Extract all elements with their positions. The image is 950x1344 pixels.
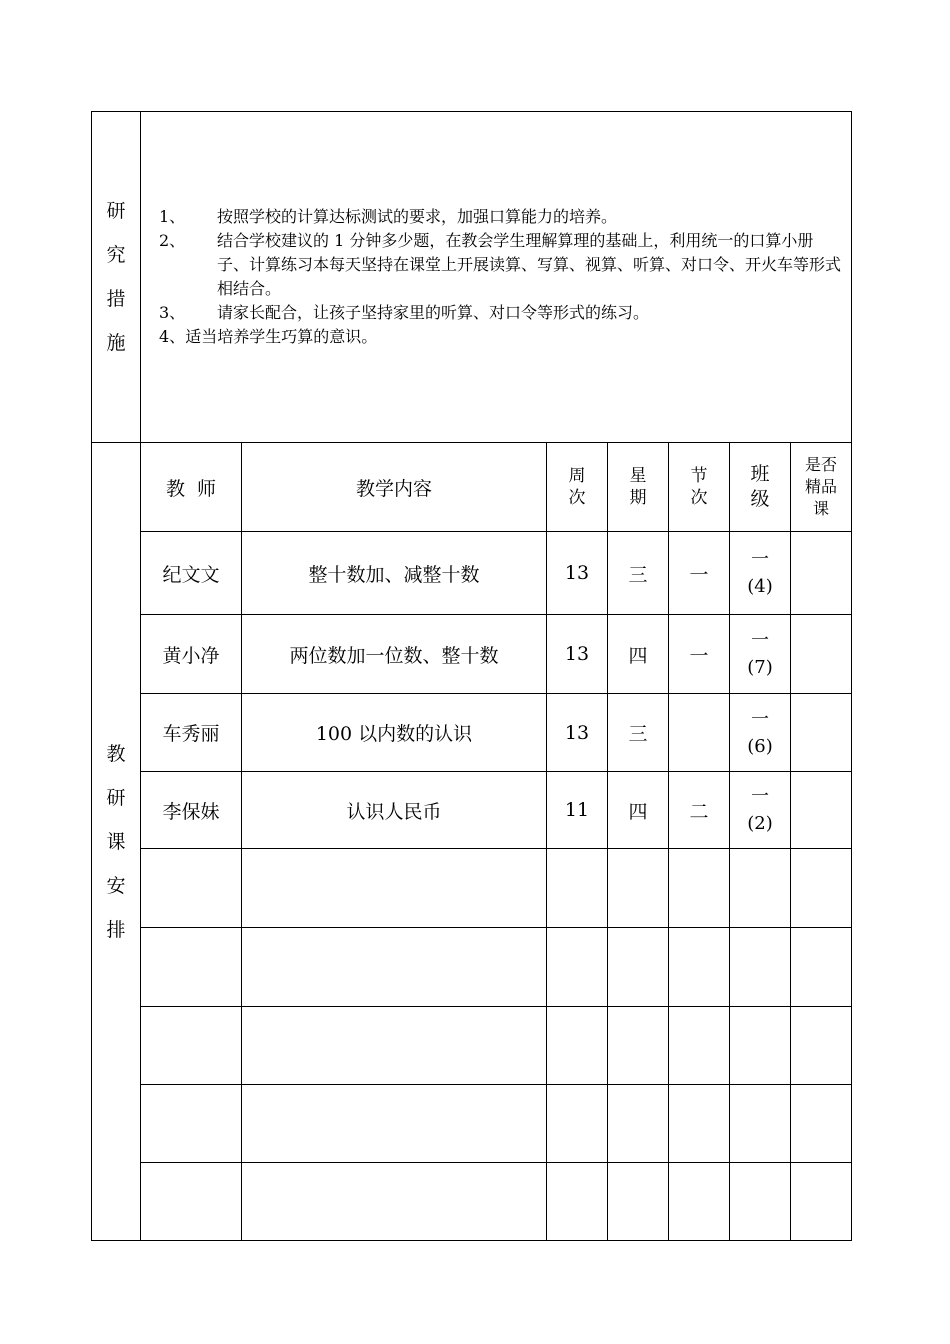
quality-cell — [791, 928, 852, 1007]
weekday-cell: 四 — [608, 615, 669, 694]
week-cell: 13 — [547, 694, 608, 772]
period-cell: 一 — [669, 532, 730, 615]
teacher-cell — [141, 928, 242, 1007]
class-cell — [730, 1085, 791, 1163]
period-cell — [669, 849, 730, 928]
class-cell: 一 (6) — [730, 694, 791, 772]
header-week: 周 次 — [547, 443, 608, 532]
quality-cell — [791, 1163, 852, 1241]
research-measures-content — [141, 112, 852, 443]
table-row — [92, 928, 852, 1007]
content-cell — [242, 1163, 547, 1241]
weekday-cell — [608, 1085, 669, 1163]
quality-cell — [791, 1007, 852, 1085]
period-cell — [669, 694, 730, 772]
period-cell: 二 — [669, 772, 730, 849]
quality-cell — [791, 615, 852, 694]
period-cell — [669, 1007, 730, 1085]
teacher-cell — [141, 1163, 242, 1241]
header-weekday: 星 期 — [608, 443, 669, 532]
weekday-cell — [608, 1007, 669, 1085]
header-content: 教学内容 — [242, 443, 547, 532]
content-cell: 两位数加一位数、整十数 — [242, 615, 547, 694]
table-row — [92, 849, 852, 928]
content-cell — [242, 849, 547, 928]
schedule-label: 教 研 课 安 排 — [92, 443, 141, 1241]
teacher-cell: 黄小净 — [141, 615, 242, 694]
class-cell — [730, 1007, 791, 1085]
research-measures-label: 研 究 措 施 — [92, 112, 141, 443]
content-cell — [242, 928, 547, 1007]
header-period: 节 次 — [669, 443, 730, 532]
table-row — [92, 532, 852, 615]
table-row — [92, 1163, 852, 1241]
table-row — [92, 1007, 852, 1085]
research-plan-table — [91, 111, 852, 1241]
weekday-cell: 三 — [608, 532, 669, 615]
week-cell: 11 — [547, 772, 608, 849]
quality-cell — [791, 849, 852, 928]
weekday-cell — [608, 928, 669, 1007]
class-cell — [730, 1163, 791, 1241]
teacher-cell: 车秀丽 — [141, 694, 242, 772]
header-quality: 是否 精品 课 — [791, 443, 852, 532]
teacher-cell: 纪文文 — [141, 532, 242, 615]
measure-item: 1、 按照学校的计算达标测试的要求，加强口算能力的培养。 — [159, 207, 618, 226]
period-cell — [669, 1085, 730, 1163]
weekday-cell: 三 — [608, 694, 669, 772]
period-cell — [669, 1163, 730, 1241]
class-cell: 一 (2) — [730, 772, 791, 849]
table-row — [92, 694, 852, 772]
class-cell — [730, 849, 791, 928]
weekday-cell: 四 — [608, 772, 669, 849]
week-cell: 13 — [547, 615, 608, 694]
content-cell: 认识人民币 — [242, 772, 547, 849]
class-cell: 一 (4) — [730, 532, 791, 615]
week-cell — [547, 1085, 608, 1163]
table-row — [92, 1085, 852, 1163]
header-teacher: 教 师 — [141, 443, 242, 532]
content-cell — [242, 1007, 547, 1085]
table-row — [92, 615, 852, 694]
content-cell: 100 以内数的认识 — [242, 694, 547, 772]
quality-cell — [791, 1085, 852, 1163]
quality-cell — [791, 694, 852, 772]
weekday-cell — [608, 849, 669, 928]
period-cell — [669, 928, 730, 1007]
week-cell — [547, 849, 608, 928]
class-cell: 一 (7) — [730, 615, 791, 694]
teacher-cell: 李保妹 — [141, 772, 242, 849]
quality-cell — [791, 772, 852, 849]
header-class: 班 级 — [730, 443, 791, 532]
measure-item: 2、 结合学校建议的 1 分钟多少题，在教会学生理解算理的基础上，利用统一的口算小册子、计算练习本每天坚持在课堂上开展读算、写算、视算、听算、对口令、开火车等形式相结合。 — [159, 231, 842, 298]
weekday-cell — [608, 1163, 669, 1241]
quality-cell — [791, 532, 852, 615]
table-row — [92, 772, 852, 849]
week-cell — [547, 1163, 608, 1241]
teacher-cell — [141, 1085, 242, 1163]
measure-item: 3、 请家长配合，让孩子坚持家里的听算、对口令等形式的练习。 — [159, 303, 650, 322]
week-cell: 13 — [547, 532, 608, 615]
teacher-cell — [141, 849, 242, 928]
class-cell — [730, 928, 791, 1007]
week-cell — [547, 928, 608, 1007]
week-cell — [547, 1007, 608, 1085]
content-cell: 整十数加、减整十数 — [242, 532, 547, 615]
content-cell — [242, 1085, 547, 1163]
measure-item: 4、 适当培养学生巧算的意识。 — [159, 327, 378, 346]
teacher-cell — [141, 1007, 242, 1085]
period-cell: 一 — [669, 615, 730, 694]
